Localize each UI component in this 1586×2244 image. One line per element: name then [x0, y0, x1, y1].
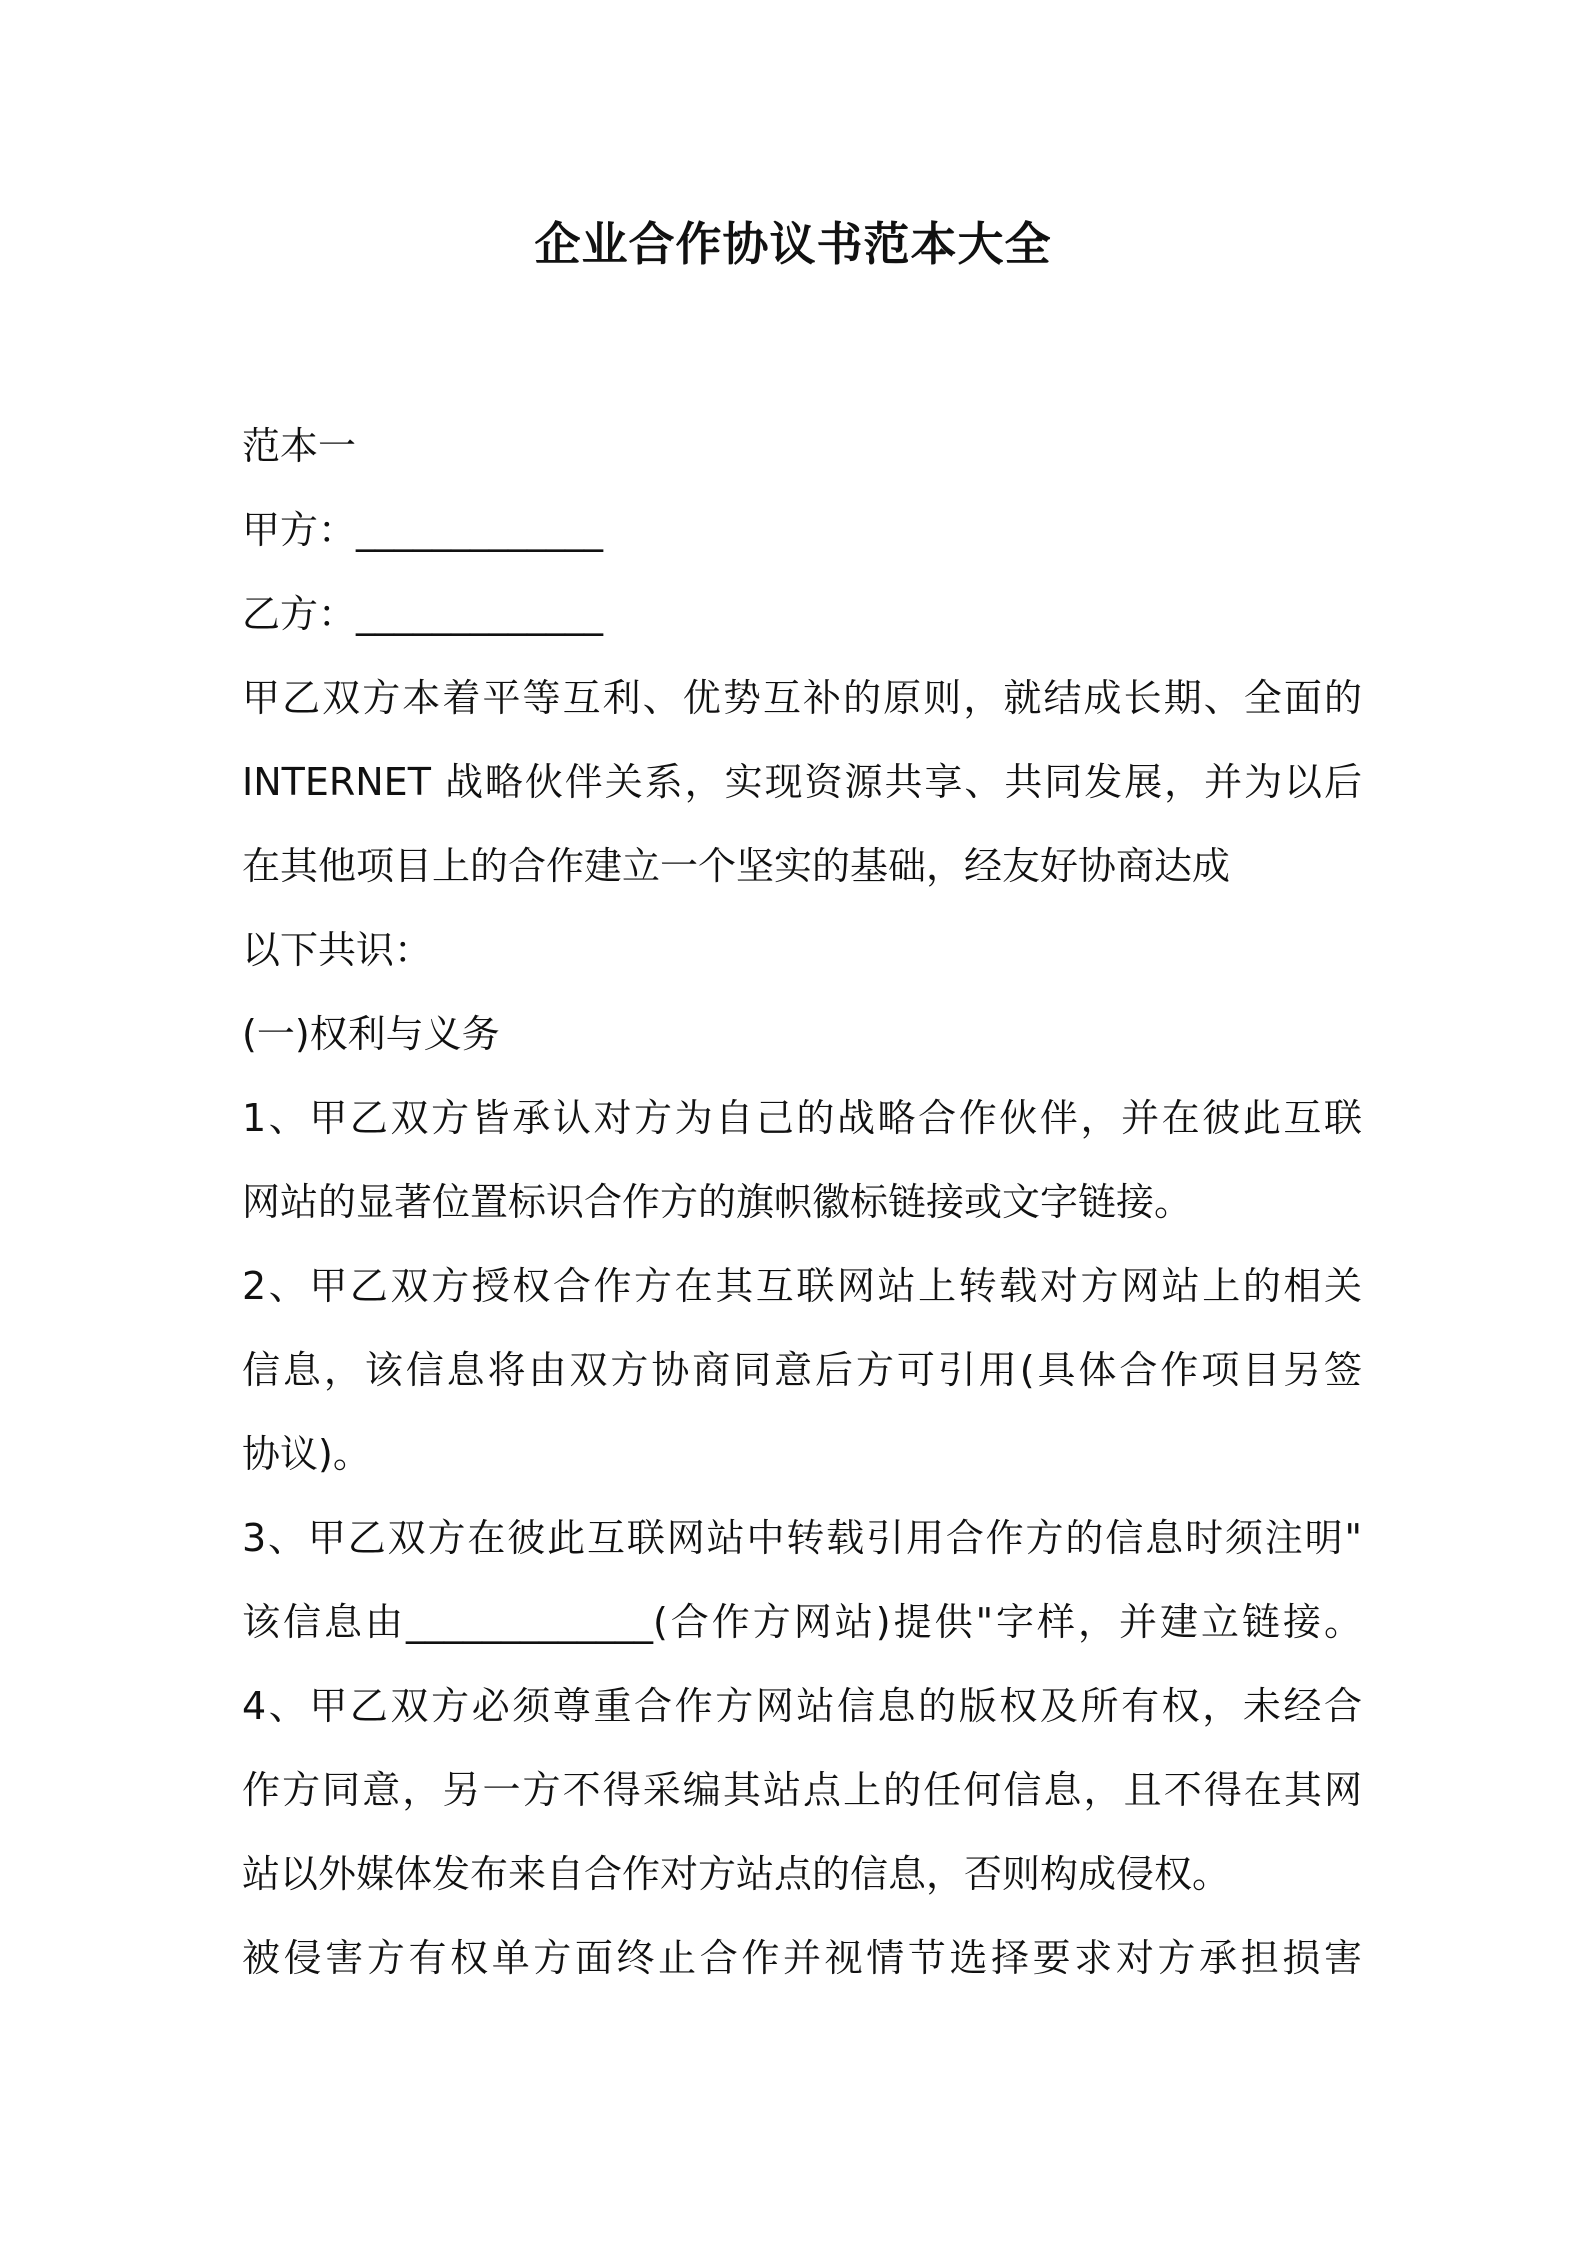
text-line: (一)权利与义务: [242, 1012, 500, 1056]
text-line: 3、甲乙双方在彼此互联网站中转载引用合作方的信息时须注明": [242, 1516, 1362, 1560]
document-body: [242, 404, 1362, 2000]
text-line: 站以外媒体发布来自合作对方站点的信息，否则构成侵权。: [242, 1852, 1231, 1896]
text-line: 范本一: [242, 424, 357, 468]
text-line: 2、甲乙双方授权合作方在其互联网站上转载对方网站上的相关: [242, 1264, 1362, 1308]
text-line: 协议)。: [242, 1432, 371, 1476]
text-line: 甲乙双方本着平等互利、优势互补的原则，就结成长期、全面的: [242, 676, 1362, 720]
text-line: 1、甲乙双方皆承认对方为自己的战略合作伙伴，并在彼此互联: [242, 1096, 1362, 1140]
text-line: 网站的显著位置标识合作方的旗帜徽标链接或文字链接。: [242, 1180, 1193, 1224]
document-title: 企业合作协议书范本大全: [534, 217, 1052, 271]
text-line: 作方同意，另一方不得采编其站点上的任何信息，且不得在其网: [242, 1768, 1362, 1812]
text-line: 以下共识：: [242, 928, 433, 972]
text-line: 甲方：_____________: [242, 508, 604, 552]
text-line: 在其他项目上的合作建立一个坚实的基础，经友好协商达成: [242, 844, 1231, 888]
text-line: 被侵害方有权单方面终止合作并视情节选择要求对方承担损害: [242, 1936, 1362, 1980]
text-line: 乙方：_____________: [242, 592, 604, 636]
text-line: 4、甲乙双方必须尊重合作方网站信息的版权及所有权，未经合: [242, 1684, 1362, 1728]
text-line: 信息，该信息将由双方协商同意后方可引用(具体合作项目另签: [242, 1348, 1362, 1392]
text-line: INTERNET 战略伙伴关系，实现资源共享、共同发展，并为以后: [242, 760, 1362, 804]
text-line: 该信息由_____________(合作方网站)提供"字样，并建立链接。: [242, 1600, 1362, 1644]
